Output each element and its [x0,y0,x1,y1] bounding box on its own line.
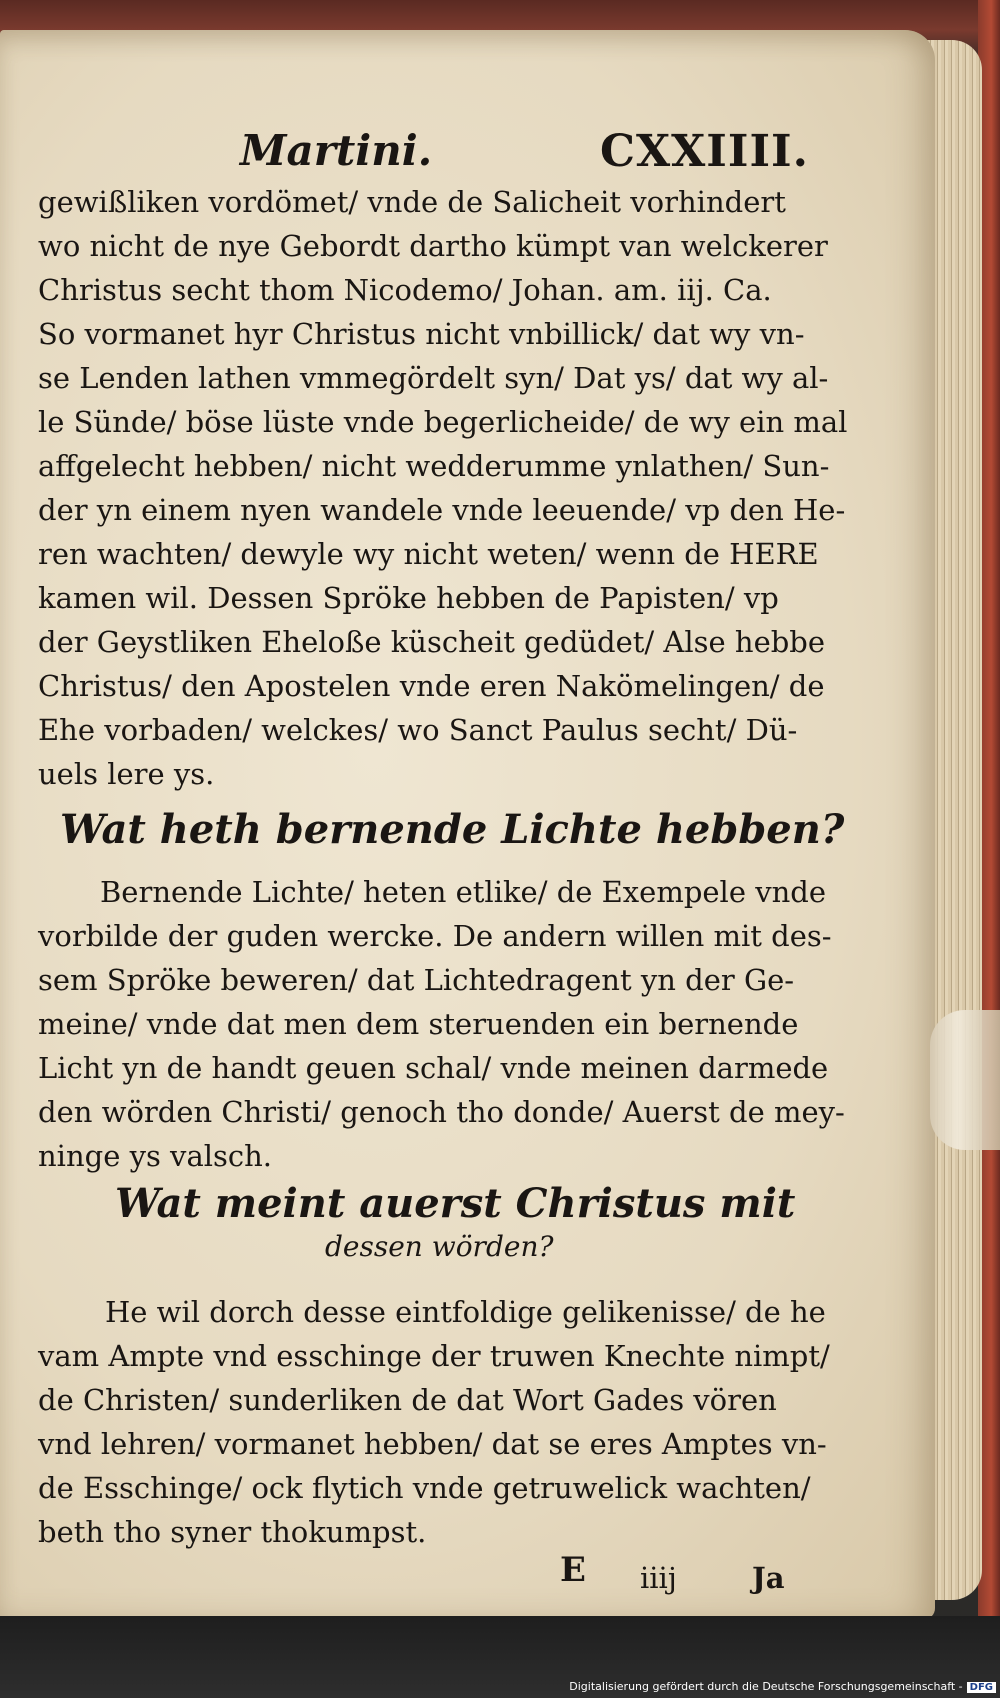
text-line: der Geystliken Eheloße küscheit gedüdet/ Alse hebbe [38,625,826,659]
signature-mark: E [560,1550,586,1590]
text-line: Christus/ den Apostelen vnde eren Nakömelingen/ de [38,669,825,703]
text-line: le Sünde/ böse lüste vnde begerlicheide/ de wy ein mal [38,405,848,439]
catchword: Ja [752,1561,785,1595]
text-line: der yn einem nyen wandele vnde leeuende/ vp den He- [38,493,846,527]
dfg-logo: DFG [967,1682,996,1693]
credit-text: Digitalisierung gefördert durch die Deutsche Forschungsgemeinschaft - [569,1680,963,1693]
text-line: vam Ampte vnd esschinge der truwen Knechte nimpt/ [38,1339,830,1373]
text-line: wo nicht de nye Gebordt dartho kümpt van welckerer [38,229,828,263]
text-line: se Lenden lathen vmmegördelt syn/ Dat ys/ dat wy al- [38,361,829,395]
text-line: Ehe vorbaden/ welckes/ wo Sanct Paulus secht/ Dü- [38,713,798,747]
text-line: gewißliken vordömet/ vnde de Salicheit vorhindert [38,185,786,219]
text-line: affgelecht hebben/ nicht wedderumme ynlathen/ Sun- [38,449,830,483]
running-title: Martini. [240,126,433,175]
text-line: beth tho syner thokumpst. [38,1515,427,1549]
signature-number: iiij [640,1561,677,1595]
folio-number: CXXIIII. [600,126,809,177]
section-heading-continuation: dessen wörden? [325,1230,554,1263]
text-line: So vormanet hyr Christus nicht vnbillick/ dat wy vn- [38,317,805,351]
text-line: Licht yn de handt geuen schal/ vnde meinen darmede [38,1051,829,1085]
section-heading: Wat meint auerst Christus mit [115,1180,796,1227]
section-heading: Wat heth bernende Lichte hebben? [60,806,845,853]
text-line: sem Spröke beweren/ dat Lichtedragent yn der Ge- [38,963,795,997]
text-line: ninge ys valsch. [38,1139,273,1173]
text-line: He wil dorch desse eintfoldige gelikenisse/ de he [105,1295,826,1329]
digitization-credit [569,1680,996,1693]
text-line: Christus secht thom Nicodemo/ Johan. am. iij. Ca. [38,273,772,307]
text-line: meine/ vnde dat men dem steruenden ein bernende [38,1007,799,1041]
text-line: uels lere ys. [38,757,215,791]
text-line: den wörden Christi/ genoch tho donde/ Auerst de mey- [38,1095,845,1129]
text-line: Bernende Lichte/ heten etlike/ de Exempele vnde [100,875,826,909]
text-line: de Christen/ sunderliken de dat Wort Gades vören [38,1383,777,1417]
text-line: ren wachten/ dewyle wy nicht weten/ wenn de HERE [38,537,819,571]
text-line: vnd lehren/ vormanet hebben/ dat se eres Amptes vn- [38,1427,827,1461]
text-line: vorbilde der guden wercke. De andern willen mit des- [38,919,832,953]
text-line: kamen wil. Dessen Spröke hebben de Papisten/ vp [38,581,779,615]
text-line: de Esschinge/ ock flytich vnde getruwelick wachten/ [38,1471,811,1505]
page-clip [930,1010,1000,1150]
